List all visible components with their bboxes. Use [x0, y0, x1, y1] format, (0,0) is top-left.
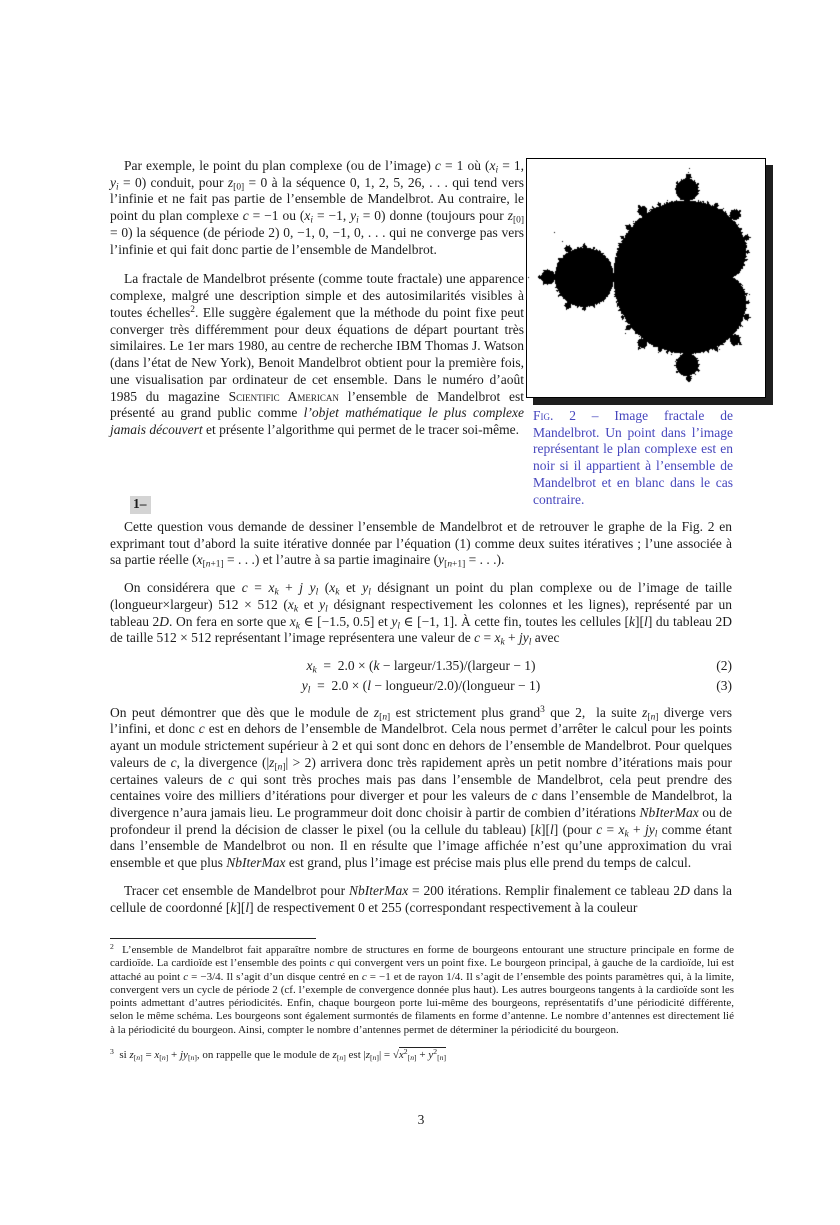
paragraph-divergence: On peut démontrer que dès que le module de $z_{[n]}$ est strictement plus grand$^3$ que 2, la suite $z_{[n]}$ diverge vers l’infini, et donc c est en dehors de l’ensemble de Mandelbrot. Cela nous permet d’arrêter le calcul pour les points ayant un module strictement supérieur à 2 et qui sont donc en dehors de l’ensemble de Mandelbrot. Pour quelques valeurs de c, la divergence $(|z_{[n]}| > 2)$ arrivera donc très rapidement après un petit nombre d’itérations mais pour certaines valeurs de c qui sont très proches mais pas dans l’ensemble de Mandelbrot, cela peut prendre des centaines voire des milliers d’itérations pour diverger et pour les valeurs de c dans l’ensemble de Mandelbrot, la divergence n’aura jamais lieu. Le programmeur doit donc choisir à partir de combien d’itérations NbIterMax ou de profondeur il prend la décision de classer le pixel (ou la cellule du tableau) [k][l] (pour $c = x_k + jy_l$ comme étant dans l’ensemble de Mandelbrot ou non. Il en résulte que l’image affichée n’est qu’une approximation du vrai ensemble et que plus NbIterMax est grand, plus l’image est précise mais plus elle prend du temps de calcul. — [110, 704, 733, 871]
equation-xk — [110, 658, 732, 675]
page-number: 3 — [417, 1112, 425, 1127]
equation-block — [110, 658, 732, 694]
equation-xk-number: (2) — [716, 658, 732, 674]
figure-caption: Fig. 2 – Image fractale de Mandelbrot. Un point dans l’image représentant le plan complexe est en noir si il appartient à l’ensemble de Mandelbrot et en blanc dans le cas contraire. — [533, 408, 733, 507]
equation-xk-formula: $x_k = 2.0 \times (k$ − largeur/1.35)/(largeur − 1) — [306, 658, 536, 676]
mandelbrot-canvas — [527, 159, 763, 395]
equation-yl-number: (3) — [716, 677, 732, 693]
paragraph-history: La fractale de Mandelbrot présente (comme toute fractale) une apparence complexe, malgré une description simple et des autosimilarités visibles à toutes échelles$^2$. Elle suggère également que la méthode du point fixe peut converger très différemment pour deux équations de départ pourtant très similaires. Le 1er mars 1980, au centre de recherche IBM Thomas J. Watson (dans l’état de New York), Benoit Mandelbrot obtient pour la première fois, une visualisation par ordinateur de cet ensemble. Dans le numéro d’août 1985 du magazine Scientific American l’ensemble de Mandelbrot est présenté au grand public comme l’objet mathématique le plus complexe jamais découvert et présente l’algorithme qui permet de le tracer soi-même. — [110, 271, 525, 438]
footnotes — [110, 938, 734, 1068]
text-column-left — [110, 158, 524, 452]
main-text — [110, 519, 732, 927]
paragraph-question: Cette question vous demande de dessiner l’ensemble de Mandelbrot et de retrouver le graphe de la Fig. 2 en exprimant tout d’abord la suite itérative donnée par l’équation (1) comme deux suites itératives ; l’une associée à sa partie réelle ($x_{[n+1]}$ = . . .) et l’autre à sa partie imaginaire ($y_{[n+1]}$ = . . .). — [110, 519, 732, 570]
section-marker-1: 1– — [130, 496, 151, 514]
equation-yl-formula: $y_l = 2.0 \times (l$ − longueur/2.0)/(longueur − 1) — [301, 677, 541, 696]
footnote-2: $^2$ L’ensemble de Mandelbrot fait apparaître nombre de structures en forme de bourgeons entourant une structure principale en forme de cardioïde. La cardioïde est l’ensemble des points c qui convergent vers un point fixe. Le bourgeon principal, à gauche de la cardioïde, lui est attaché au point c = −3/4. Il s’agit d’un disque centré en c = −1 et de rayon 1/4. Il s’agit de l’ensemble des points paramètres qui, à la limite, convergent vers un cycle de période 2 (cf. l’exemple de convergence donnée plus haut). Les autres bourgeons tangents à la cardioïde sont les points admettant d’autres périodicités. Enfin, chaque bourgeon porte lui-même des bourgeons, représentatifs d’une périodicité différente, selon le même schéma. Les bourgeons sont également surmontés de filaments en forme d’antenne. Le nombre d’antennes est directement lié à la périodicité du bourgeon. Ainsi, compter le nombre d’antennes permet de déterminer la périodicité du bourgeon. — [110, 941, 734, 1036]
footnote-3: $^3$ si $z_{[n]} = x_{[n]} + jy_{[n]}$, on rappelle que le module de $z_{[n]}$ est $|z_{[n]}| = √x^2_{[n]} + y^2_{[n]}$ — [110, 1046, 447, 1062]
paragraph-setup: On considérera que $c = x_k + j$ $y_l$ ($x_k$ et $y_l$ désignant un point du plan complexe ou de l’image de taille (longueur×largeur) 512 × 512 ($x_k$ et $y_l$ désignant respectivement les colonnes et les lignes), représenté par un tableau 2D. On fera en sorte que $x_k$ ∈ [−1.5, 0.5] et $y_l$ ∈ [−1, 1]. À cette fin, toutes les cellules [k][l] du tableau 2D de taille 512 × 512 représentant l’image représentera une valeur de $c = x_k + jy_l$ avec — [110, 580, 732, 648]
paragraph-task: Tracer cet ensemble de Mandelbrot pour NbIterMax = 200 itérations. Remplir finalement ce tableau 2D dans la cellule de coordonné [k][l] de respectivement 0 et 255 (correspondant respectivement à la couleur — [110, 882, 732, 915]
paragraph-example: Par exemple, le point du plan complexe (ou de l’image) c = 1 où ($x_i = 1$, $y_i = 0$) conduit, pour $z_{[0]} = 0$ à la séquence 0, 1, 2, 5, 26, . . . qui tend vers l’infinie et ne fait pas partie de l’ensemble de Mandelbrot. Au contraire, le point du plan complexe c = −1 ou ($x_i = -1$, $y_i = 0$) donne (toujours pour $z_{[0]} = 0$) la séquence (de période 2) 0, −1, 0, −1, 0, . . . qui ne converge pas vers l’infinie et qui fait donc partie de l’ensemble de Mandelbrot. — [110, 158, 525, 257]
footnote-rule — [110, 938, 316, 939]
figure-mandelbrot — [526, 158, 766, 398]
equation-yl — [110, 678, 732, 695]
